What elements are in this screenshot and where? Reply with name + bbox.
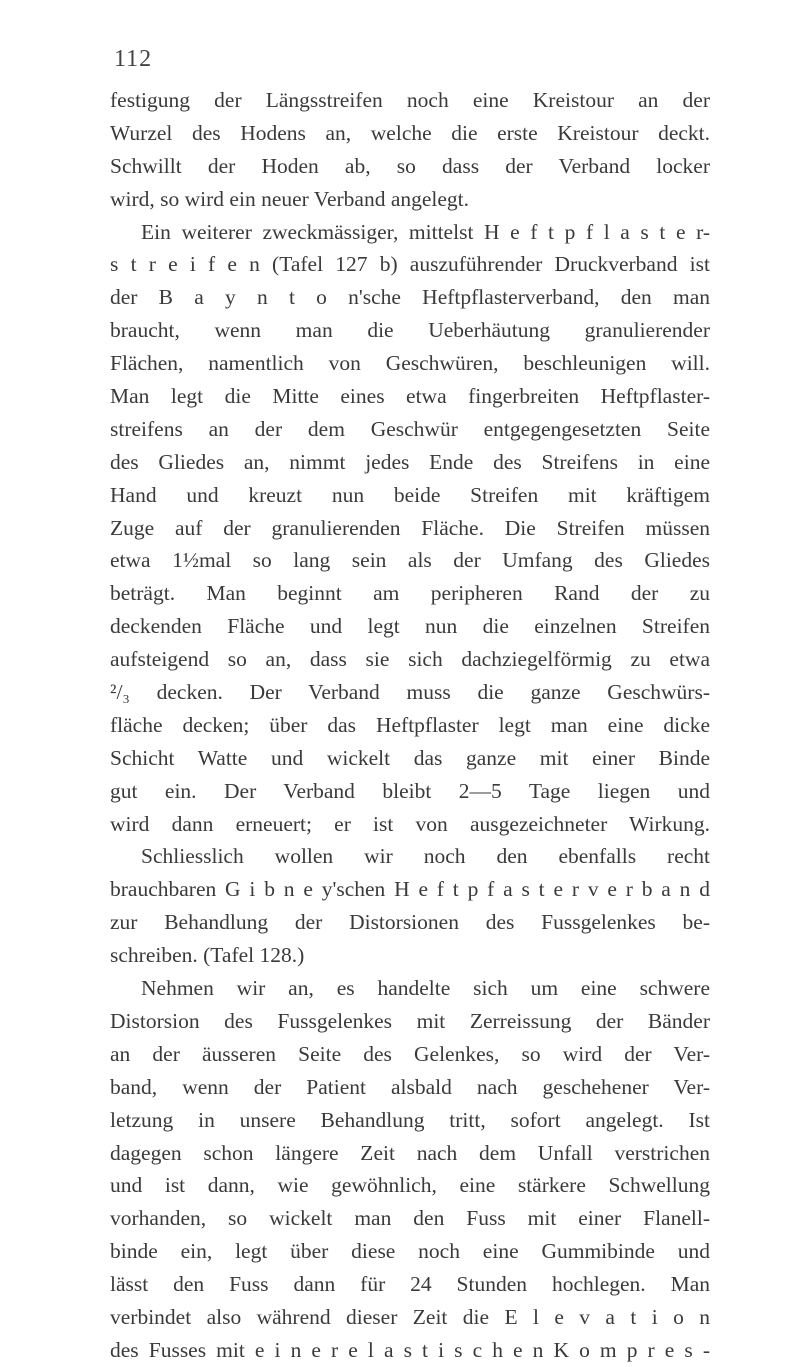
text-line: aufsteigend so an, dass sie sich dachziegelförmig zu etwa	[110, 647, 710, 672]
text-line: streifens an der dem Geschwür entgegengesetzten Seite	[110, 416, 710, 441]
text-line: Zuge auf der granulierenden Fläche. Die Streifen müssen	[110, 515, 710, 540]
text-line: band, wenn der Patient alsbald nach geschehener Ver-	[110, 1074, 710, 1099]
text-line: etwa 1½mal so lang sein als der Umfang des Gliedes	[110, 548, 710, 573]
text-line: lässt den Fuss dann für 24 Stunden hochlegen. Man	[110, 1272, 710, 1297]
text-line: Hand und kreuzt nun beide Streifen mit kräftigem	[110, 482, 710, 507]
text-line: brauchbaren G i b n e y'schen H e f t p f a s t e r v e r b a n d	[110, 877, 710, 902]
text-line: des Fusses mit e i n e r e l a s t i s c h e n K o m p r e s -	[110, 1337, 710, 1362]
text-line: braucht, wenn man die Ueberhäutung granulierender	[110, 318, 710, 343]
text-line: schreiben. (Tafel 128.)	[110, 943, 305, 968]
page-number: 112	[114, 46, 153, 72]
text-line: Distorsion des Fussgelenkes mit Zerreissung der Bänder	[110, 1008, 710, 1033]
text-line: Wurzel des Hodens an, welche die erste Kreistour deckt.	[110, 120, 710, 145]
text-line: beträgt. Man beginnt am peripheren Rand der zu	[110, 581, 710, 606]
text-line: verbindet also während dieser Zeit die E l e v a t i o n	[110, 1304, 710, 1329]
text-line: s t r e i f e n (Tafel 127 b) auszuführender Druckverband ist	[110, 252, 710, 277]
text-line: fläche decken; über das Heftpflaster legt man eine dicke	[110, 712, 710, 737]
text-line: der B a y n t o n'sche Heftpflasterverband, den man	[110, 285, 710, 310]
text-line: letzung in unsere Behandlung tritt, sofort angelegt. Ist	[110, 1107, 710, 1132]
text-line: Man legt die Mitte eines etwa fingerbreiten Heftpflaster-	[110, 384, 710, 409]
text-line: deckenden Fläche und legt nun die einzelnen Streifen	[110, 614, 710, 639]
text-line: ²/₃ decken. Der Verband muss die ganze Geschwürs-	[110, 680, 710, 705]
text-line: wird dann erneuert; er ist von ausgezeichneter Wirkung.	[110, 811, 710, 836]
text-line: Flächen, namentlich von Geschwüren, beschleunigen will.	[110, 351, 710, 376]
text-line: binde ein, legt über diese noch eine Gummibinde und	[110, 1239, 710, 1264]
text-line: festigung der Längsstreifen noch eine Kreistour an der	[110, 88, 710, 112]
text-line: Schwillt der Hoden ab, so dass der Verband locker	[110, 153, 710, 178]
text-line: des Gliedes an, nimmt jedes Ende des Streifens in eine	[110, 449, 710, 474]
body-text	[110, 84, 710, 1367]
text-line: und ist dann, wie gewöhnlich, eine stärkere Schwellung	[110, 1173, 710, 1198]
text-line: Schicht Watte und wickelt das ganze mit einer Binde	[110, 745, 710, 770]
text-line: Nehmen wir an, es handelte sich um eine schwere	[141, 976, 710, 1001]
text-line: an der äusseren Seite des Gelenkes, so wird der Ver-	[110, 1041, 710, 1066]
text-line: Ein weiterer zweckmässiger, mittelst H e f t p f l a s t e r-	[141, 219, 710, 244]
text-line: wird, so wird ein neuer Verband angelegt.	[110, 186, 470, 211]
text-line: vorhanden, so wickelt man den Fuss mit einer Flanell-	[110, 1206, 710, 1231]
text-line: zur Behandlung der Distorsionen des Fussgelenkes be-	[110, 910, 710, 935]
text-line: gut ein. Der Verband bleibt 2—5 Tage liegen und	[110, 778, 710, 803]
text-line: dagegen schon längere Zeit nach dem Unfall verstrichen	[110, 1140, 710, 1165]
text-line: Schliesslich wollen wir noch den ebenfalls recht	[141, 844, 710, 869]
